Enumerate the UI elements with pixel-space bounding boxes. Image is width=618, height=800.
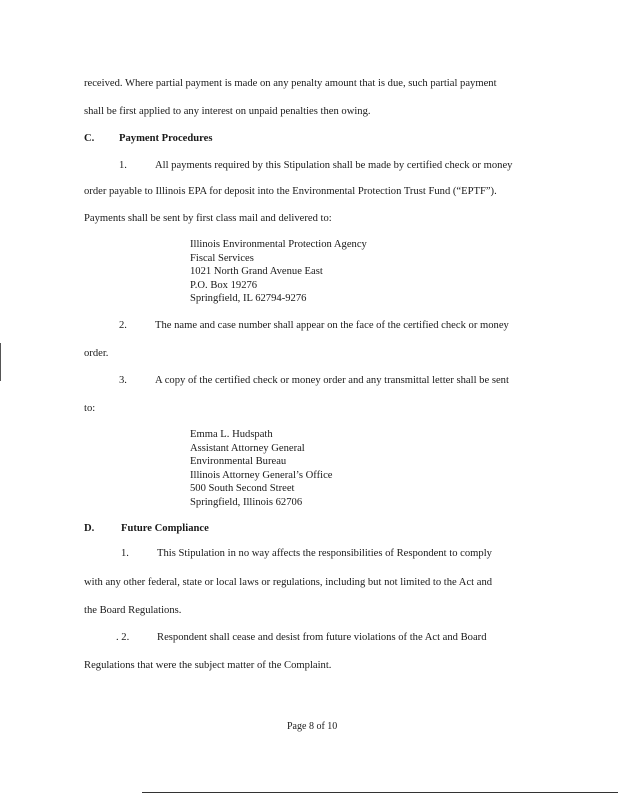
section-d-item-1-line-1: This Stipulation in no way affects the responsibilities of Respondent to comply (157, 548, 492, 559)
section-d-item-2-number: . 2. (116, 632, 130, 643)
payment-address-line: Illinois Environmental Protection Agency (190, 239, 367, 250)
transmittal-address-line: Environmental Bureau (190, 456, 287, 468)
section-c-item-1-line-2: order payable to Illinois EPA for deposit into the Environmental Protection Trust Fund (“EPTF”). (84, 186, 497, 197)
section-d-letter: D. (84, 523, 95, 534)
transmittal-address-line: Assistant Attorney General (190, 442, 305, 454)
section-c-item-2-line-2: order. (84, 348, 109, 359)
section-c-item-3-number: 3. (119, 375, 127, 386)
penalty-paragraph-line-1: received. Where partial payment is made on any penalty amount that is due, such partial payment (84, 78, 497, 89)
scan-bottom-rule (142, 792, 618, 793)
payment-address-line: Fiscal Services (190, 252, 254, 264)
payment-address-line: Springfield, IL 62794-9276 (190, 293, 307, 305)
section-d-item-1-line-2: with any other federal, state or local laws or regulations, including but not limited to the Act and (84, 577, 493, 588)
section-c-letter: C. (84, 133, 95, 144)
penalty-paragraph-line-2: shall be first applied to any interest on unpaid penalties then owing. (84, 106, 371, 117)
section-c-item-3-line-1: A copy of the certified check or money order and any transmittal letter shall be sent (155, 375, 509, 386)
section-d-item-2-line-1: Respondent shall cease and desist from future violations of the Act and Board (157, 632, 487, 643)
transmittal-address-line: Emma L. Hudspath (190, 429, 273, 440)
section-c-item-1-line-1: All payments required by this Stipulation shall be made by certified check or money (155, 160, 513, 171)
payment-address-block (190, 238, 367, 306)
section-c-item-1-line-3: Payments shall be sent by first class mail and delivered to: (84, 213, 332, 224)
transmittal-address-line: Springfield, Illinois 62706 (190, 496, 303, 508)
section-c-heading: Payment Procedures (119, 133, 213, 144)
page-number: Page 8 of 10 (287, 721, 338, 732)
section-d-item-1-number: 1. (121, 548, 129, 559)
section-c-item-2-line-1: The name and case number shall appear on the face of the certified check or money (155, 320, 509, 331)
section-d-heading: Future Compliance (121, 523, 209, 534)
scan-edge-mark (0, 343, 1, 381)
section-c-item-3-line-2: to: (84, 403, 96, 414)
section-c-item-2-number: 2. (119, 320, 127, 331)
section-c-item-1-number: 1. (119, 160, 127, 171)
payment-address-line: 1021 North Grand Avenue East (190, 266, 323, 278)
transmittal-address-block (190, 428, 333, 510)
transmittal-address-line: Illinois Attorney General’s Office (190, 469, 333, 481)
section-d-item-2-line-2: Regulations that were the subject matter of the Complaint. (84, 660, 332, 671)
transmittal-address-line: 500 South Second Street (190, 483, 295, 495)
section-d-item-1-line-3: the Board Regulations. (84, 605, 182, 616)
payment-address-line: P.O. Box 19276 (190, 279, 258, 291)
